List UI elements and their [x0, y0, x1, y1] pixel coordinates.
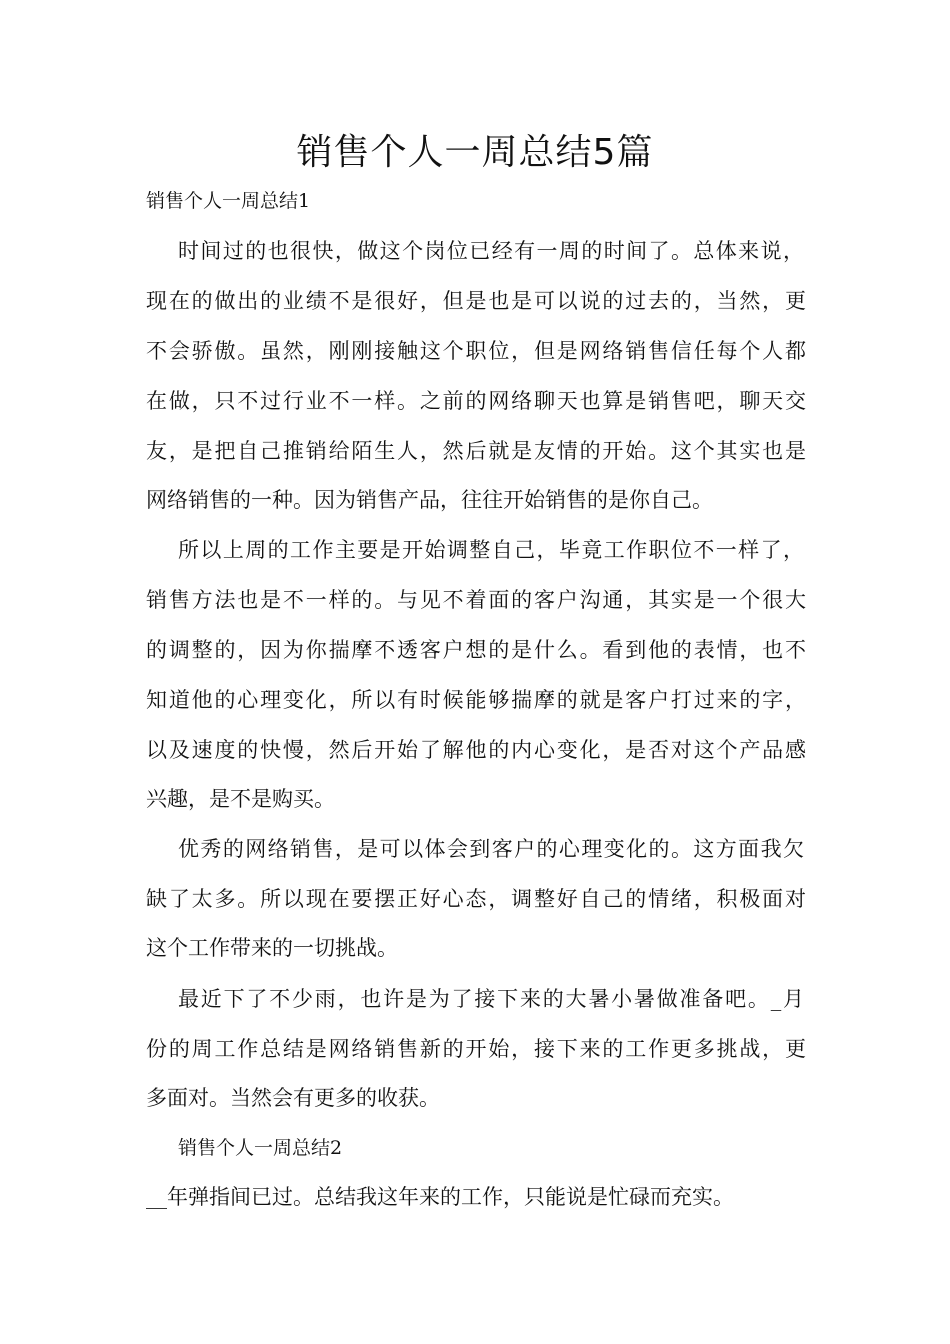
section-2-line-1: __年弹指间已过。总结我这年来的工作，只能说是忙碌而充实。: [146, 1185, 734, 1209]
paragraph-1-line-2: 现在的做出的业绩不是很好，但是也是可以说的过去的，当然，更: [146, 289, 806, 313]
paragraph-2-line-1: 所以上周的工作主要是开始调整自己，毕竟工作职位不一样了，: [178, 538, 804, 562]
paragraph-1-line-6: 网络销售的一种。因为销售产品，往往开始销售的是你自己。: [146, 488, 713, 512]
paragraph-4-line-2: 份的周工作总结是网络销售新的开始，接下来的工作更多挑战，更: [146, 1037, 806, 1061]
paragraph-2-line-5: 以及速度的快慢，然后开始了解他的内心变化，是否对这个产品感: [146, 738, 806, 762]
paragraph-4-line-1: 最近下了不少雨，也许是为了接下来的大暑小暑做准备吧。_月: [178, 987, 804, 1011]
paragraph-2-line-6: 兴趣，是不是购买。: [146, 787, 335, 811]
paragraph-3-line-3: 这个工作带来的一切挑战。: [146, 936, 398, 960]
section-heading-1: 销售个人一周总结1: [146, 190, 311, 212]
paragraph-2-line-4: 知道他的心理变化，所以有时候能够揣摩的就是客户打过来的字，: [146, 688, 806, 712]
paragraph-3-line-2: 缺了太多。所以现在要摆正好心态，调整好自己的情绪，积极面对: [146, 887, 806, 911]
paragraph-4-line-3: 多面对。当然会有更多的收获。: [146, 1086, 440, 1110]
document-title: 销售个人一周总结5篇: [296, 132, 654, 173]
section-heading-2: 销售个人一周总结2: [178, 1137, 343, 1159]
paragraph-1-line-4: 在做，只不过行业不一样。之前的网络聊天也算是销售吧，聊天交: [146, 389, 806, 413]
paragraph-2-line-2: 销售方法也是不一样的。与见不着面的客户沟通，其实是一个很大: [146, 588, 806, 612]
paragraph-1-line-5: 友，是把自己推销给陌生人，然后就是友情的开始。这个其实也是: [146, 439, 806, 463]
paragraph-2-line-3: 的调整的，因为你揣摩不透客户想的是什么。看到他的表情，也不: [146, 638, 806, 662]
paragraph-1-line-3: 不会骄傲。虽然，刚刚接触这个职位，但是网络销售信任每个人都: [146, 339, 806, 363]
paragraph-3-line-1: 优秀的网络销售，是可以体会到客户的心理变化的。这方面我欠: [178, 837, 804, 861]
paragraph-1-line-1: 时间过的也很快，做这个岗位已经有一周的时间了。总体来说，: [178, 239, 804, 263]
